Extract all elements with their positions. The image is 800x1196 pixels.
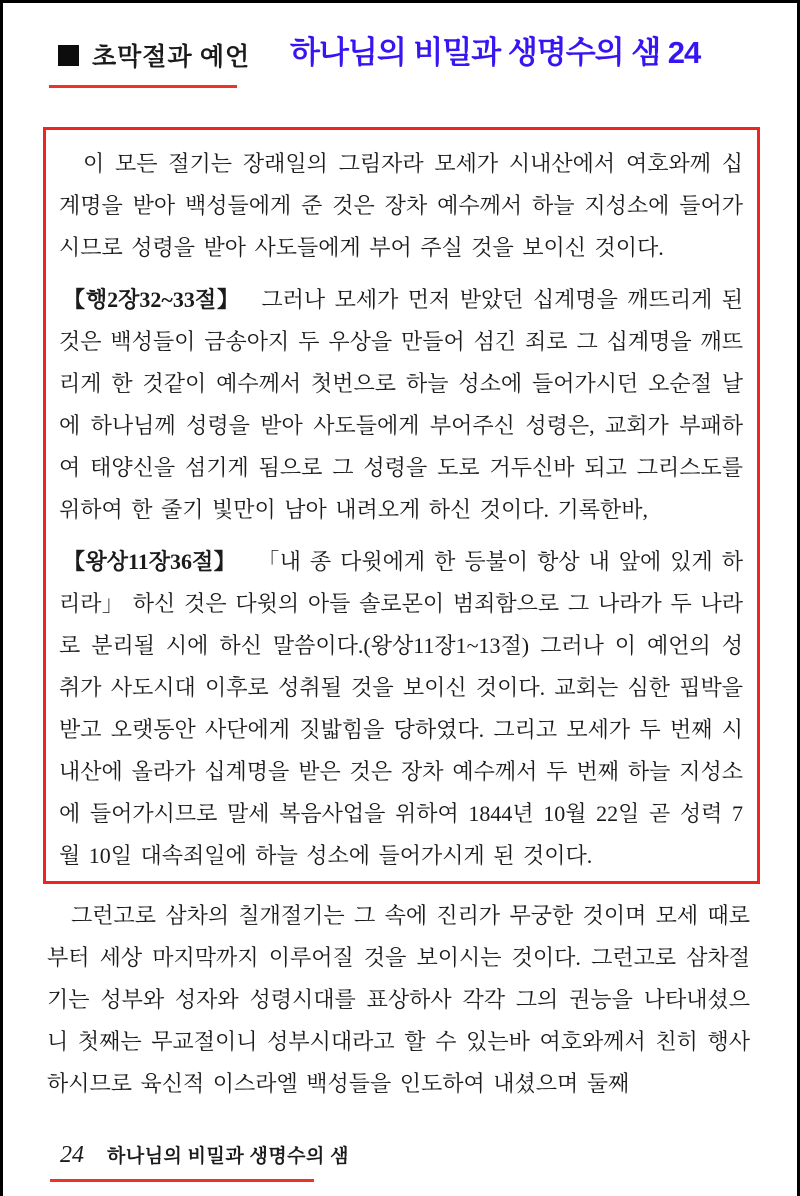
quote-paragraph-1-text: 이 모든 절기는 장래일의 그림자라 모세가 시내산에서 여호와께 십계명을 받아 백성들에게 준 것은 장차 예수께서 하늘 지성소에 들어가시므로 성령을 받아 사도들에게 부어 주실 것을 보이신 것이다. — [59, 151, 743, 260]
scripture-ref-acts: 【행2장32~33절】 — [63, 287, 240, 312]
quote-paragraph-2-text: 그러나 모세가 먼저 받았던 십계명을 깨뜨리게 된 것은 백성들이 금송아지 두 우상을 만들어 섬긴 죄로 그 십계명을 깨뜨리게 한 것같이 예수께서 첫번으로 하늘 성소에 들어가시던 오순절 날에 하나님께 성령을 받아 사도들에게 부어주신 성령은, 교회가 부패하여 태양신을 섬기게 됨으로 그 성령을 도로 거두신바 되고 그리스도를 위하여 한 줄기 빛만이 남아 내려오게 하신 것이다. 기록한바, — [59, 287, 744, 522]
quote-paragraph-3 — [59, 541, 743, 877]
quotation-box — [43, 127, 760, 884]
footer-underline — [50, 1179, 314, 1182]
black-square-icon — [58, 45, 79, 66]
body-paragraph-1-text: 그런고로 삼차의 칠개절기는 그 속에 진리가 무궁한 것이며 모세 때로부터 세상 마지막까지 이루어질 것을 보이시는 것이다. 그런고로 삼차절기는 성부와 성자와 성령시대를 표상하사 각각 그의 권능을 나타내셨으니 첫째는 무교절이니 성부시대라고 할 수 있는바 여호와께서 친히 행사하시므로 육신적 이스라엘 백성들을 인도하여 내셨으며 둘째 — [47, 903, 750, 1096]
section-heading — [58, 37, 250, 73]
body-text — [47, 895, 750, 1115]
quote-paragraph-2 — [59, 279, 743, 531]
page-title: 하나님의 비밀과 생명수의 샘 24 — [290, 35, 701, 70]
scripture-ref-kings: 【왕상11장36절】 — [63, 549, 237, 574]
footer-page-number: 24 — [60, 1142, 84, 1168]
quote-paragraph-1 — [59, 143, 743, 269]
section-heading-underline — [49, 85, 237, 88]
section-heading-label: 초막절과 예언 — [92, 44, 251, 71]
footer-book-title: 하나님의 비밀과 생명수의 샘 — [107, 1146, 349, 1167]
page-footer — [60, 1141, 349, 1169]
quote-paragraph-3-text: 「내 종 다윗에게 한 등불이 항상 내 앞에 있게 하리라」 하신 것은 다윗의 아들 솔로몬이 범죄함으로 그 나라가 두 나라로 분리될 시에 하신 말씀이다.(왕상11장1~13절) 그러나 이 예언의 성취가 사도시대 이후로 성취될 것을 보이신 것이다. 교회는 심한 핍박을 받고 오랫동안 사단에게 짓밟힘을 당하였다. 그리고 모세가 두 번째 시내산에 올라가 십계명을 받은 것은 장차 예수께서 두 번째 하늘 지성소에 들어가시므로 말세 복음사업을 위하여 1844년 10월 22일 곧 성력 7월 10일 대속죄일에 하늘 성소에 들어가시게 된 것이다. — [59, 549, 744, 868]
body-paragraph-1 — [47, 895, 750, 1105]
